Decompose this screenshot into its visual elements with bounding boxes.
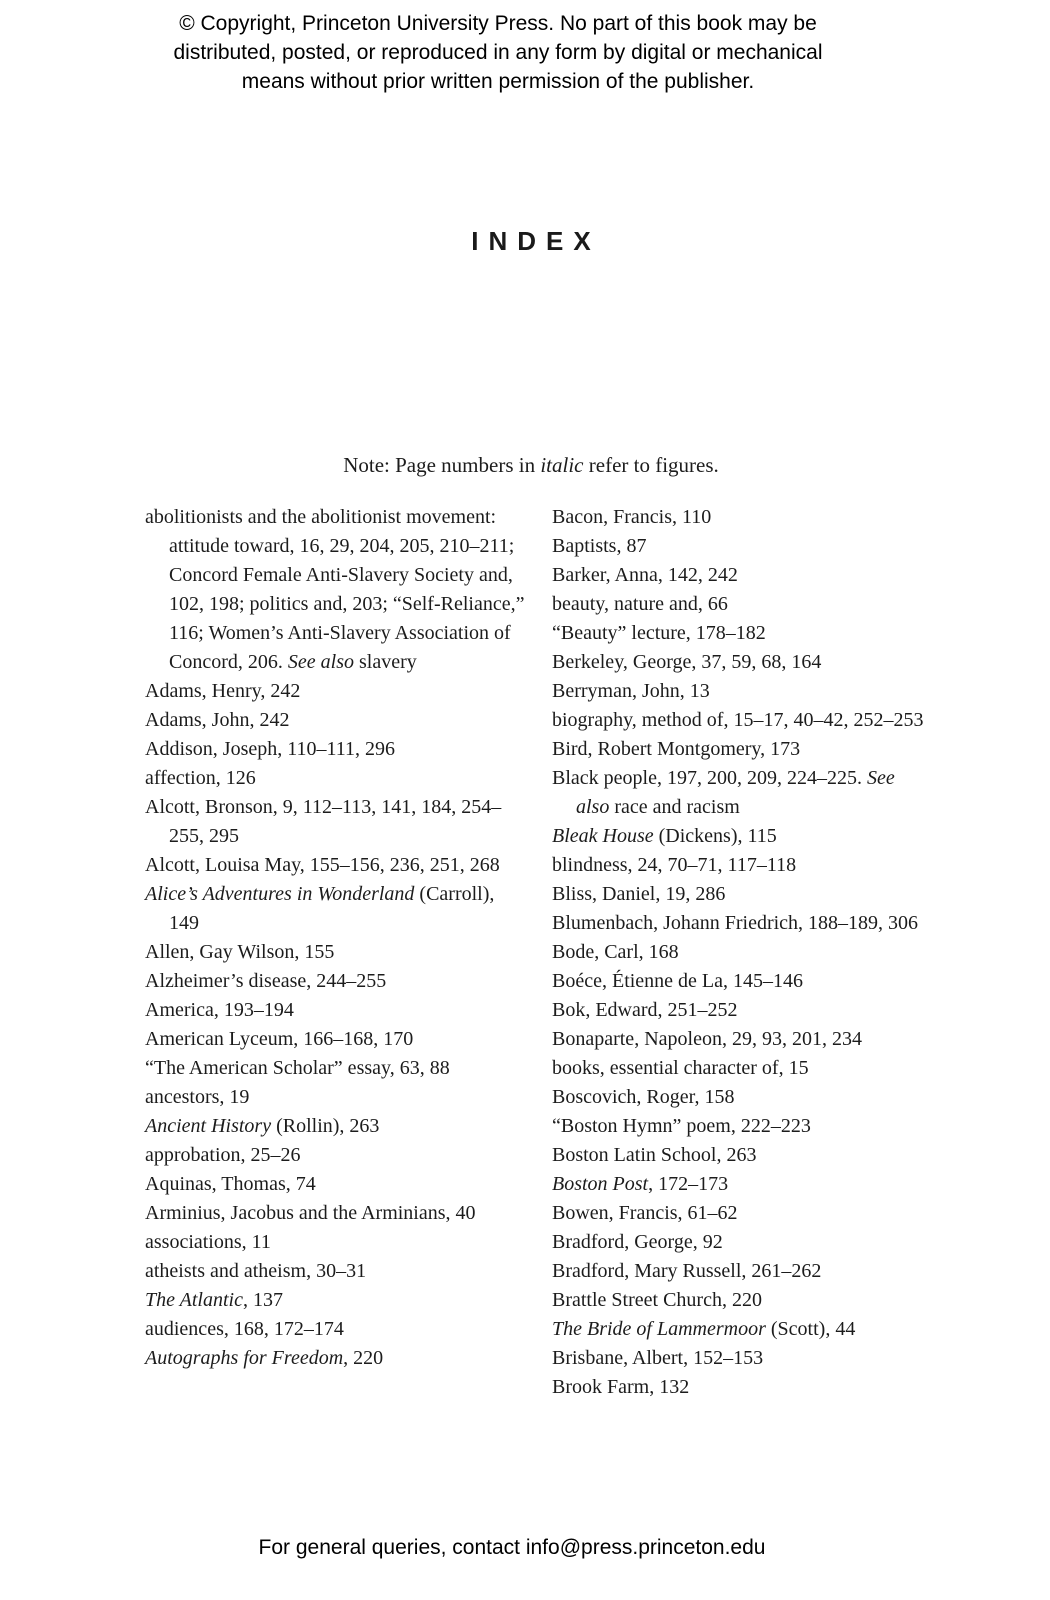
index-entry: Bradford, George, 92	[552, 1231, 723, 1253]
index-entry: Berryman, John, 13	[552, 680, 710, 702]
index-entry: The Atlantic, 137	[145, 1289, 283, 1311]
index-entry: Blumenbach, Johann Friedrich, 188–189, 306	[552, 912, 919, 934]
index-entry: Aquinas, Thomas, 74	[145, 1173, 316, 1195]
index-entry: Boscovich, Roger, 158	[552, 1086, 735, 1108]
index-entry: Barker, Anna, 142, 242	[552, 564, 738, 586]
index-entry: Ancient History (Rollin), 263	[145, 1115, 380, 1137]
index-entry: Alice’s Adventures in Wonderland (Carroll), 149	[145, 883, 495, 934]
index-entry: Bowen, Francis, 61–62	[552, 1202, 738, 1224]
index-entry: Allen, Gay Wilson, 155	[145, 941, 335, 963]
index-entry: American Lyceum, 166–168, 170	[145, 1028, 414, 1050]
index-entry: The Bride of Lammermoor (Scott), 44	[552, 1318, 856, 1340]
index-entry: abolitionists and the abolitionist movement: attitude toward, 16, 29, 204, 205, 210–211; Concord Female Anti-Slavery Society and, 102, 198; politics and, 203; “Self-Reliance,” 116; Women’s Anti-Slavery Association of Concord, 206. See also slavery	[145, 506, 525, 673]
index-entry: Arminius, Jacobus and the Arminians, 40	[145, 1202, 476, 1224]
index-entry: Brisbane, Albert, 152–153	[552, 1347, 764, 1369]
index-entry: “The American Scholar” essay, 63, 88	[145, 1057, 450, 1079]
index-entry: Bok, Edward, 251–252	[552, 999, 738, 1021]
index-entry: “Boston Hymn” poem, 222–223	[552, 1115, 811, 1137]
index-entry: Boston Latin School, 263	[552, 1144, 757, 1166]
index-entry: Alcott, Bronson, 9, 112–113, 141, 184, 254–255, 295	[145, 796, 502, 847]
index-entry: beauty, nature and, 66	[552, 593, 728, 615]
index-entry: Alzheimer’s disease, 244–255	[145, 970, 387, 992]
index-column-right	[552, 503, 932, 1402]
index-entry: ancestors, 19	[145, 1086, 250, 1108]
index-entry: Bleak House (Dickens), 115	[552, 825, 777, 847]
index-entry: America, 193–194	[145, 999, 294, 1021]
index-entry: audiences, 168, 172–174	[145, 1318, 344, 1340]
index-entry: Bonaparte, Napoleon, 29, 93, 201, 234	[552, 1028, 862, 1050]
index-entry: books, essential character of, 15	[552, 1057, 809, 1079]
index-entry: Autographs for Freedom, 220	[145, 1347, 384, 1369]
index-entry: Baptists, 87	[552, 535, 647, 557]
index-entry: Brook Farm, 132	[552, 1376, 690, 1398]
index-entry: Boston Post, 172–173	[552, 1173, 729, 1195]
index-entry: biography, method of, 15–17, 40–42, 252–253	[552, 709, 924, 731]
copyright-line: means without prior written permission of the publisher.	[241, 70, 755, 93]
page-title: INDEX	[471, 226, 601, 256]
index-entry: Black people, 197, 200, 209, 224–225. See also race and racism	[552, 767, 895, 818]
copyright-line: © Copyright, Princeton University Press. No part of this book may be	[179, 12, 817, 35]
index-column-left	[145, 503, 525, 1402]
index-entry: Bacon, Francis, 110	[552, 506, 712, 528]
index-entry: Alcott, Louisa May, 155–156, 236, 251, 268	[145, 854, 500, 876]
index-entry: Adams, John, 242	[145, 709, 290, 731]
index-entry: approbation, 25–26	[145, 1144, 301, 1166]
index-entry: Adams, Henry, 242	[145, 680, 301, 702]
index-entry: affection, 126	[145, 767, 256, 789]
index-entry: atheists and atheism, 30–31	[145, 1260, 367, 1282]
index-entry: Addison, Joseph, 110–111, 296	[145, 738, 395, 760]
index-entry: Bradford, Mary Russell, 261–262	[552, 1260, 822, 1282]
index-entry: Bird, Robert Montgomery, 173	[552, 738, 801, 760]
index-entry: Bliss, Daniel, 19, 286	[552, 883, 726, 905]
index-note: Note: Page numbers in italic refer to figures.	[343, 453, 719, 477]
copyright-line: distributed, posted, or reproduced in any form by digital or mechanical	[173, 41, 823, 64]
index-entry: Brattle Street Church, 220	[552, 1289, 762, 1311]
footer-contact: For general queries, contact info@press.princeton.edu	[258, 1536, 766, 1559]
index-entry: blindness, 24, 70–71, 117–118	[552, 854, 797, 876]
index-entry: associations, 11	[145, 1231, 271, 1253]
index-entry: “Beauty” lecture, 178–182	[552, 622, 766, 644]
index-columns	[145, 503, 935, 1402]
index-entry: Berkeley, George, 37, 59, 68, 164	[552, 651, 822, 673]
copyright-notice	[142, 9, 854, 96]
index-entry: Boéce, Étienne de La, 145–146	[552, 970, 804, 992]
index-entry: Bode, Carl, 168	[552, 941, 679, 963]
